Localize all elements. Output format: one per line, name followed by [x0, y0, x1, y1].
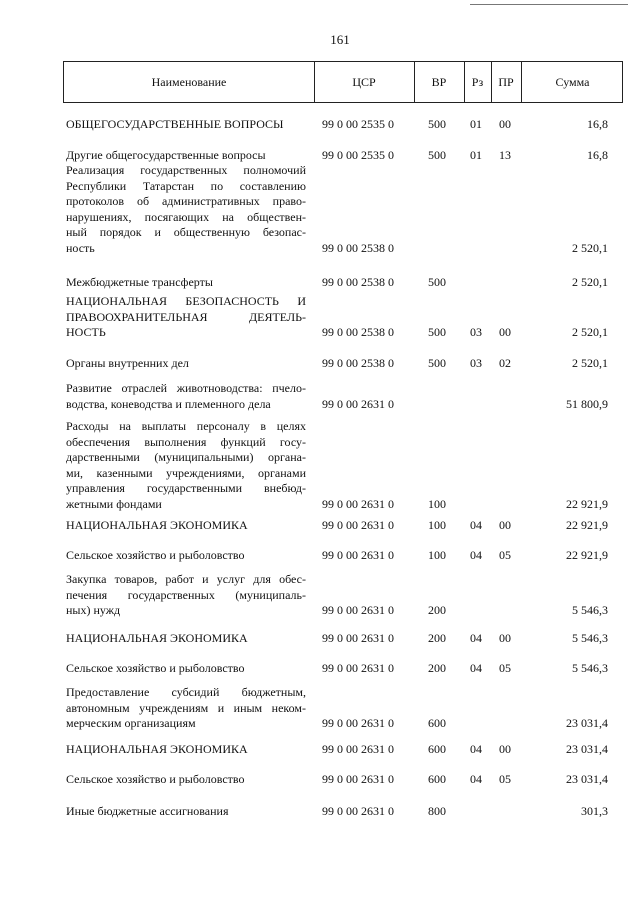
row-name [66, 804, 306, 820]
page-number: 161 [330, 32, 350, 47]
row-sum: 5 546,3 [572, 631, 608, 645]
row-vr: 600 [428, 742, 446, 756]
row-sum: 23 031,4 [566, 716, 608, 730]
row-rz: 03 [470, 356, 482, 370]
row-name [66, 419, 306, 513]
row-name [66, 742, 306, 758]
row-name-line: ми, казенными учреждениями, органами [66, 465, 306, 480]
row-csr: 99 0 00 2631 0 [322, 518, 394, 532]
row-pr: 00 [499, 518, 511, 532]
row-rz: 04 [470, 742, 482, 756]
row-name-line: ный порядок и общественную безопас- [66, 225, 306, 240]
row-csr: 99 0 00 2631 0 [322, 631, 394, 645]
row-name [66, 381, 306, 412]
row-vr: 500 [428, 325, 446, 339]
row-name-line: Сельское хозяйство и рыболовство [66, 772, 245, 786]
row-sum: 23 031,4 [566, 772, 608, 786]
row-name-line: печения государственных (муниципаль- [66, 587, 306, 602]
row-csr: 99 0 00 2631 0 [322, 661, 394, 675]
row-vr: 800 [428, 804, 446, 818]
row-name-line: обеспечения выполнения функций госу- [66, 434, 306, 449]
row-sum: 16,8 [587, 117, 608, 131]
row-name-line: Реализация государственных полномочий [66, 163, 306, 177]
row-csr: 99 0 00 2535 0 [322, 117, 394, 131]
row-name-line: Другие общегосударственные вопросы [66, 148, 266, 162]
row-vr: 500 [428, 117, 446, 131]
row-pr: 00 [499, 742, 511, 756]
row-name-line: управления государственными внебюд- [66, 481, 306, 496]
row-name-line: ОБЩЕГОСУДАРСТВЕННЫЕ ВОПРОСЫ [66, 117, 284, 131]
row-csr: 99 0 00 2631 0 [322, 772, 394, 786]
row-rz: 01 [470, 117, 482, 131]
row-name-line: НАЦИОНАЛЬНАЯ ЭКОНОМИКА [66, 518, 248, 532]
row-name-line: ПРАВООХРАНИТЕЛЬНАЯ ДЕЯТЕЛЬ- [66, 309, 306, 324]
row-sum: 2 520,1 [572, 241, 608, 255]
row-csr: 99 0 00 2538 0 [322, 275, 394, 289]
row-csr: 99 0 00 2535 0 [322, 148, 394, 162]
row-rz: 04 [470, 548, 482, 562]
row-name [66, 356, 306, 372]
row-sum: 16,8 [587, 148, 608, 162]
row-csr: 99 0 00 2631 0 [322, 497, 394, 511]
row-sum: 2 520,1 [572, 356, 608, 370]
row-sum: 5 546,3 [572, 603, 608, 617]
row-vr: 600 [428, 772, 446, 786]
row-name-line: Иные бюджетные ассигнования [66, 804, 229, 818]
row-pr: 05 [499, 772, 511, 786]
row-vr: 200 [428, 631, 446, 645]
top-rule [470, 4, 628, 5]
row-name [66, 117, 306, 133]
header-name: Наименование [151, 74, 227, 89]
row-name [66, 772, 306, 788]
row-name-line: дарственными (муниципальными) органа- [66, 450, 306, 465]
header-pr: ПР [498, 74, 514, 89]
row-vr: 500 [428, 275, 446, 289]
row-name-line: Органы внутренних дел [66, 356, 189, 370]
row-csr: 99 0 00 2631 0 [322, 742, 394, 756]
row-sum: 2 520,1 [572, 275, 608, 289]
row-name-line: водства, коневодства и племенного дела [66, 396, 271, 411]
row-vr: 600 [428, 716, 446, 730]
row-name [66, 518, 306, 534]
row-name-line: ных) нужд [66, 603, 121, 618]
row-name [66, 163, 306, 257]
row-sum: 22 921,9 [566, 497, 608, 511]
row-pr: 00 [499, 325, 511, 339]
row-csr: 99 0 00 2631 0 [322, 603, 394, 617]
row-rz: 04 [470, 772, 482, 786]
row-csr: 99 0 00 2631 0 [322, 397, 394, 411]
row-csr: 99 0 00 2538 0 [322, 325, 394, 339]
row-vr: 100 [428, 497, 446, 511]
row-name-line: Закупка товаров, работ и услуг для обес- [66, 572, 306, 586]
row-name-line: Межбюджетные трансферты [66, 275, 213, 289]
row-sum: 22 921,9 [566, 548, 608, 562]
row-vr: 500 [428, 356, 446, 370]
row-name [66, 148, 306, 164]
row-sum: 22 921,9 [566, 518, 608, 532]
row-pr: 00 [499, 631, 511, 645]
header-sum: Сумма [555, 74, 590, 89]
row-rz: 04 [470, 518, 482, 532]
header-csr: ЦСР [352, 74, 376, 89]
row-sum: 2 520,1 [572, 325, 608, 339]
row-name-line: протоколов об административных право- [66, 194, 306, 209]
row-sum: 23 031,4 [566, 742, 608, 756]
row-name-line: Предоставление субсидий бюджетным, [66, 685, 306, 699]
row-rz: 01 [470, 148, 482, 162]
row-name-line: Расходы на выплаты персоналу в целях [66, 419, 306, 433]
row-name-line: Развитие отраслей животноводства: пчело- [66, 381, 306, 395]
row-vr: 500 [428, 148, 446, 162]
row-rz: 04 [470, 631, 482, 645]
row-name [66, 548, 306, 564]
row-name-line: НАЦИОНАЛЬНАЯ БЕЗОПАСНОСТЬ И [66, 294, 306, 308]
row-name-line: жетными фондами [66, 496, 162, 511]
row-name [66, 572, 306, 619]
row-name [66, 294, 306, 341]
row-vr: 100 [428, 548, 446, 562]
row-vr: 100 [428, 518, 446, 532]
row-name-line: Сельское хозяйство и рыболовство [66, 548, 245, 562]
row-name-line: НАЦИОНАЛЬНАЯ ЭКОНОМИКА [66, 631, 248, 645]
row-name-line: Сельское хозяйство и рыболовство [66, 661, 245, 675]
header-vr: ВР [431, 74, 447, 89]
row-pr: 05 [499, 548, 511, 562]
row-name-line: Республики Татарстан по составлению [66, 178, 306, 193]
row-name [66, 661, 306, 677]
row-name [66, 631, 306, 647]
header-rz: Рз [471, 74, 484, 89]
table-header [63, 61, 623, 103]
row-rz: 03 [470, 325, 482, 339]
row-sum: 51 800,9 [566, 397, 608, 411]
row-pr: 02 [499, 356, 511, 370]
row-csr: 99 0 00 2538 0 [322, 356, 394, 370]
row-sum: 5 546,3 [572, 661, 608, 675]
row-name [66, 685, 306, 732]
row-name-line: автономным учреждениям и иным неком- [66, 700, 306, 715]
row-vr: 200 [428, 661, 446, 675]
row-name-line: НОСТЬ [66, 325, 106, 340]
row-csr: 99 0 00 2631 0 [322, 548, 394, 562]
row-pr: 05 [499, 661, 511, 675]
row-csr: 99 0 00 2538 0 [322, 241, 394, 255]
row-name [66, 275, 306, 291]
row-sum: 301,3 [581, 804, 608, 818]
row-pr: 00 [499, 117, 511, 131]
row-vr: 200 [428, 603, 446, 617]
row-rz: 04 [470, 661, 482, 675]
row-csr: 99 0 00 2631 0 [322, 716, 394, 730]
row-csr: 99 0 00 2631 0 [322, 804, 394, 818]
row-pr: 13 [499, 148, 511, 162]
row-name-line: мерческим организациям [66, 716, 196, 731]
row-name-line: НАЦИОНАЛЬНАЯ ЭКОНОМИКА [66, 742, 248, 756]
row-name-line: нарушениях, посягающих на обществен- [66, 209, 306, 224]
row-name-line: ность [66, 240, 95, 255]
